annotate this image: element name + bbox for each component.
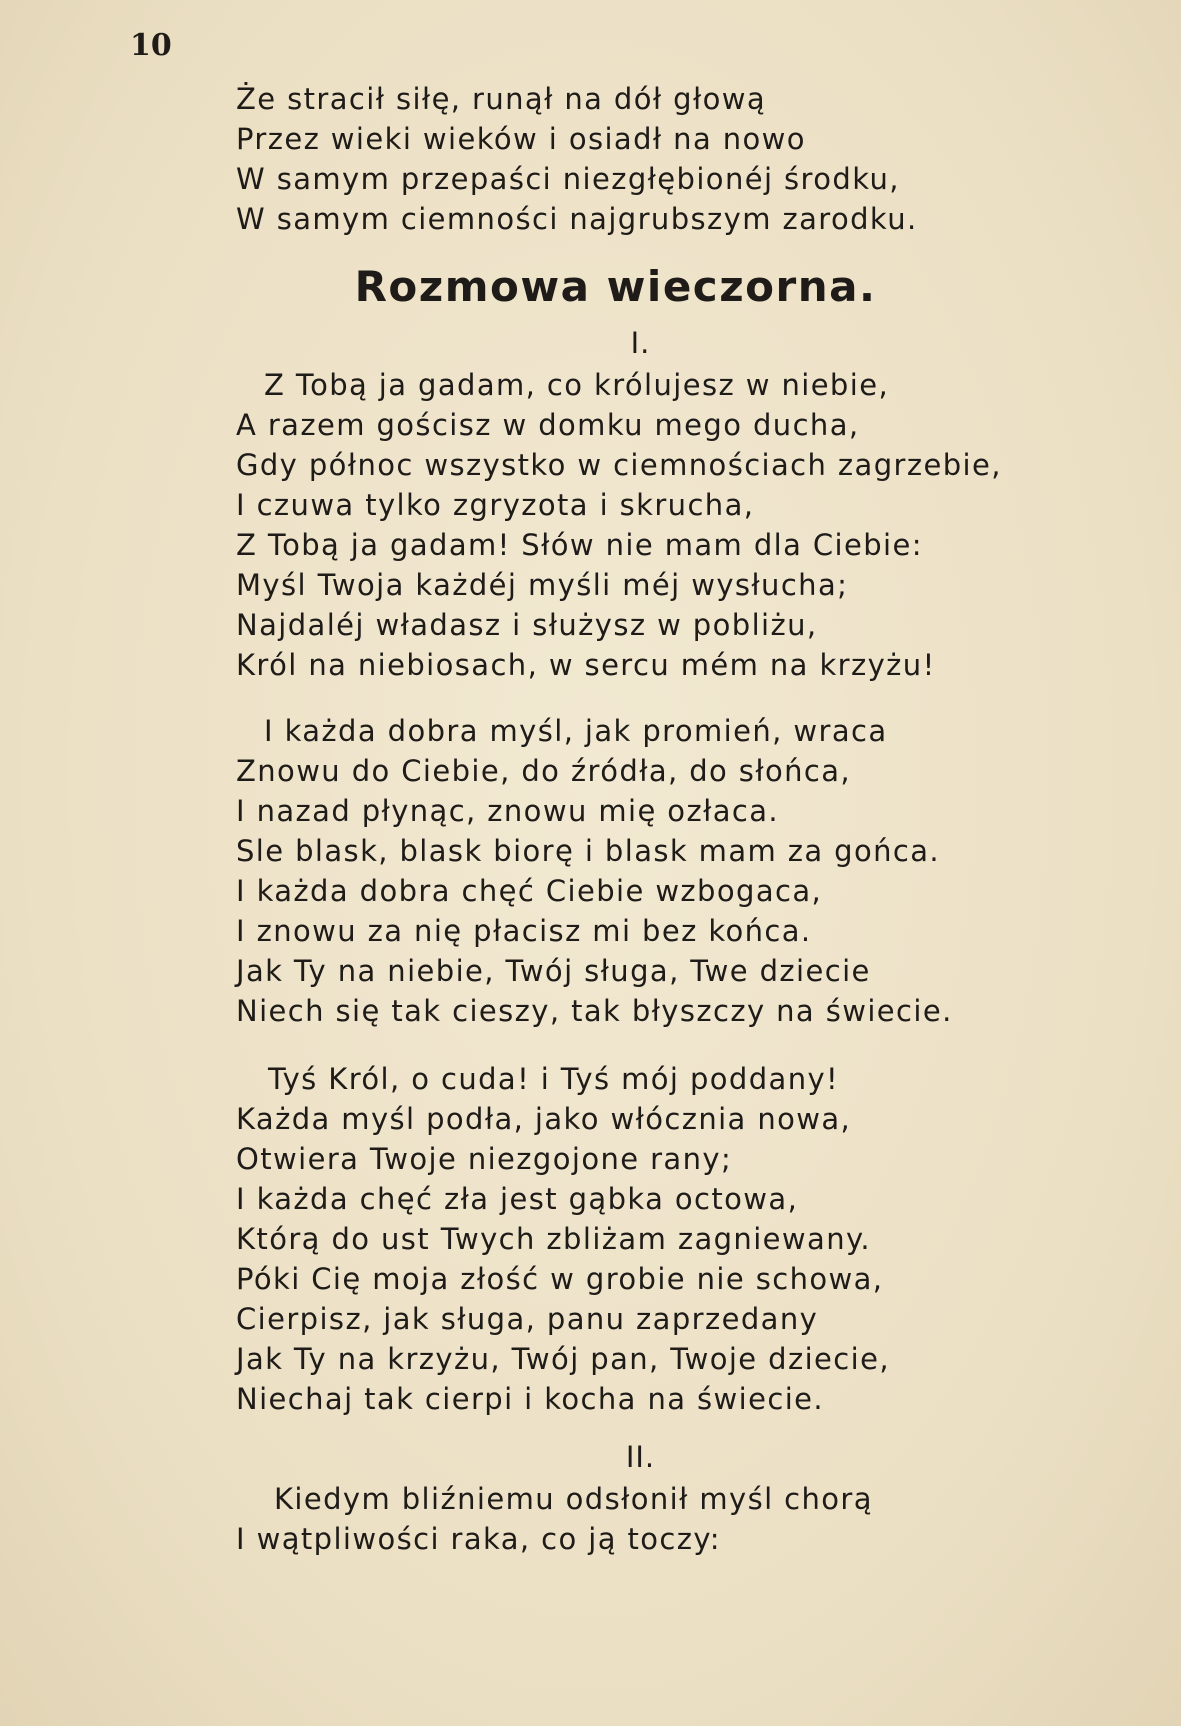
- verse-line: I każda dobra myśl, jak promień, wraca: [264, 714, 888, 748]
- verse-line: Cierpisz, jak sługa, panu zaprzedany: [236, 1302, 819, 1336]
- verse-line: Niechaj tak cierpi i kocha na świecie.: [236, 1382, 825, 1416]
- section-number: I.: [630, 326, 651, 360]
- verse-line: Kiedym bliźniemu odsłonił myśl chorą: [274, 1482, 873, 1516]
- verse-line: W samym przepaści niezgłębionéj środku,: [236, 162, 900, 196]
- section-number: II.: [625, 1440, 656, 1474]
- page-number: 10: [130, 28, 172, 63]
- verse-line: I każda dobra chęć Ciebie wzbogaca,: [236, 874, 823, 908]
- verse-line: A razem gościsz w domku mego ducha,: [236, 408, 860, 442]
- verse-line: Z Tobą ja gadam, co królujesz w niebie,: [264, 368, 890, 402]
- verse-line: I wątpliwości raka, co ją toczy:: [236, 1522, 721, 1556]
- verse-line: Niech się tak cieszy, tak błyszczy na świecie.: [236, 994, 953, 1028]
- verse-line: I znowu za nię płacisz mi bez końca.: [236, 914, 812, 948]
- verse-line: Znowu do Ciebie, do źródła, do słońca,: [236, 754, 852, 788]
- verse-line: W samym ciemności najgrubszym zarodku.: [236, 202, 918, 236]
- verse-line: Jak Ty na niebie, Twój sługa, Twe dziecie: [236, 954, 871, 988]
- verse-line: Najdaléj władasz i służysz w pobliżu,: [236, 608, 818, 642]
- verse-line: I nazad płynąc, znowu mię ozłaca.: [236, 794, 780, 828]
- verse-line: Król na niebiosach, w sercu mém na krzyżu!: [236, 648, 936, 682]
- poem-title: Rozmowa wieczorna.: [354, 262, 877, 311]
- verse-line: Gdy północ wszystko w ciemnościach zagrzebie,: [236, 448, 1002, 482]
- verse-line: Którą do ust Twych zbliżam zagniewany.: [236, 1222, 872, 1256]
- verse-line: Przez wieki wieków i osiadł na nowo: [236, 122, 806, 156]
- verse-line: Otwiera Twoje niezgojone rany;: [236, 1142, 733, 1176]
- verse-line: Tyś Król, o cuda! i Tyś mój poddany!: [268, 1062, 840, 1096]
- verse-line: I czuwa tylko zgryzota i skrucha,: [236, 488, 755, 522]
- verse-line: Jak Ty na krzyżu, Twój pan, Twoje dziecie,: [236, 1342, 890, 1376]
- verse-line: Póki Cię moja złość w grobie nie schowa,: [236, 1262, 884, 1296]
- verse-line: Z Tobą ja gadam! Słów nie mam dla Ciebie:: [236, 528, 923, 562]
- verse-line: Myśl Twoja każdéj myśli méj wysłucha;: [236, 568, 849, 602]
- verse-line: Że stracił siłę, runął na dół głową: [236, 82, 767, 116]
- verse-line: Każda myśl podła, jako włócznia nowa,: [236, 1102, 852, 1136]
- verse-line: Sle blask, blask biorę i blask mam za gońca.: [236, 834, 941, 868]
- verse-line: I każda chęć zła jest gąbka octowa,: [236, 1182, 799, 1216]
